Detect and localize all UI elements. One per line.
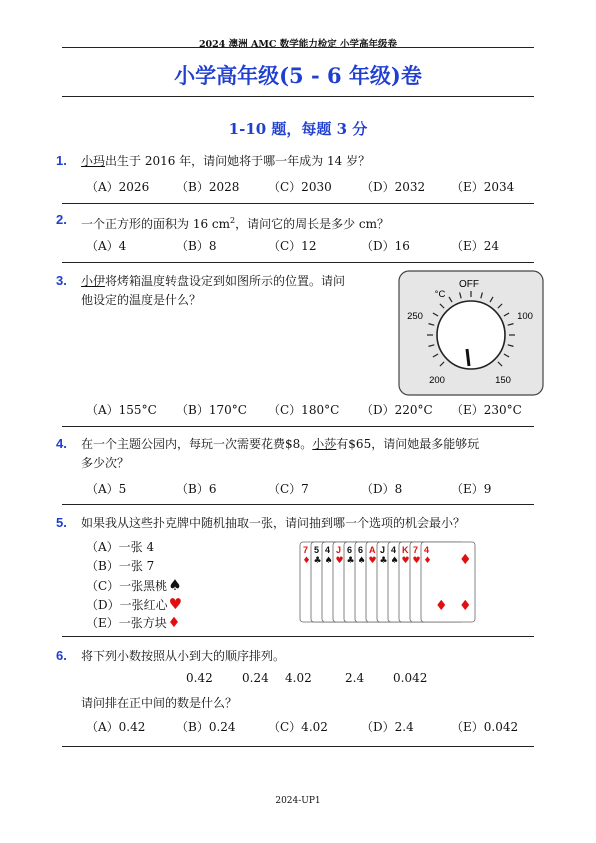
option-a[interactable]: （A）一张 4: [86, 540, 155, 554]
question-text-pre: 在一个主题公园内，每玩一次需要花费$8。: [81, 437, 313, 451]
question-text-post: ，请问它的周长是多少 cm？: [235, 217, 390, 231]
option-e[interactable]: [86, 614, 180, 631]
name-underlined: 小莎: [312, 437, 337, 451]
option-a[interactable]: （A）155°C: [86, 403, 157, 417]
dial-off-label: OFF: [459, 279, 479, 290]
card-suit-icon: ♥: [412, 556, 421, 566]
paper-title: 小学高年级(5 - 6 年级)卷: [174, 63, 422, 88]
card-rank: J: [336, 545, 342, 555]
option-c[interactable]: （C）7: [268, 482, 309, 496]
question-text-rest: 出生于 2016 年，请问她将于哪一年成为 14 岁？: [105, 154, 371, 168]
card-rank: 7: [413, 545, 419, 555]
question-divider: [62, 262, 534, 263]
card-suit-icon: ♣: [313, 556, 322, 566]
question-text: [81, 435, 479, 473]
question-divider: [62, 203, 534, 204]
dial-label-100: 100: [517, 311, 533, 322]
card-suit-icon: ♠: [390, 556, 399, 566]
question-text: 如果我从这些扑克牌中随机抽取一张，请问抽到哪一个选项的机会最小？: [81, 516, 466, 530]
playing-cards-figure: [298, 540, 486, 626]
option-b[interactable]: （B）170°C: [176, 403, 247, 417]
question-number: 2.: [56, 212, 67, 227]
superscript: 2: [230, 216, 236, 225]
option-d[interactable]: （D）2.4: [361, 720, 414, 734]
card-fan: [300, 542, 475, 622]
card-rank: 6: [358, 545, 364, 555]
option-d-label: （D）一张红心: [86, 598, 168, 612]
dial-unit-label: °C: [434, 289, 446, 300]
question-text: 将下列小数按照从小到大的顺序排列。: [81, 649, 286, 663]
option-b[interactable]: （B）6: [176, 482, 217, 496]
card-pip-icon: ♦: [435, 598, 448, 614]
question-divider: [62, 504, 534, 505]
card-rank: 4: [391, 545, 397, 555]
question-number: 3.: [56, 273, 67, 288]
question-number: 4.: [56, 436, 67, 451]
card-suit-icon: ♥: [368, 556, 377, 566]
dial-label-250: 250: [407, 311, 423, 322]
option-e[interactable]: （E）24: [451, 239, 500, 253]
card-suit-icon: ♥: [335, 556, 344, 566]
option-e[interactable]: （E）0.042: [451, 720, 519, 734]
question-text-pre: 一个正方形的面积为 16 cm: [81, 217, 230, 231]
option-b[interactable]: （B）一张 7: [86, 559, 155, 573]
heart-icon: ♥: [168, 595, 183, 613]
card-rank: J: [380, 545, 386, 555]
question-text-rest: 将烤箱温度转盘设定到如图所示的位置。请问: [105, 274, 346, 288]
option-c[interactable]: （C）2030: [268, 180, 332, 194]
decimal-number: 2.4: [345, 671, 365, 685]
card-suit-icon: ♦: [423, 556, 432, 566]
question-text-post: 有$65，请问她最多能够玩: [336, 437, 480, 451]
option-a[interactable]: （A）2026: [86, 180, 150, 194]
name-underlined: 小玛: [81, 154, 106, 168]
option-e[interactable]: （E）230°C: [451, 403, 522, 417]
option-c-label: （C）一张黑桃: [86, 579, 168, 593]
question-text: [81, 152, 370, 171]
question-number: 6.: [56, 648, 67, 663]
question-number: 1.: [56, 153, 67, 168]
question-divider: [62, 636, 534, 637]
option-d[interactable]: （D）8: [361, 482, 403, 496]
question-text: [81, 211, 389, 234]
question-text-line2: 他设定的温度是什么？: [81, 293, 202, 307]
page-footer: 2024-UP1: [275, 796, 321, 806]
card-rank: 4: [424, 545, 430, 555]
header-rule: [62, 47, 534, 48]
option-a[interactable]: （A）4: [86, 239, 127, 253]
question-text-line2: 多少次？: [81, 456, 130, 470]
question-text-line2: 请问排在正中间的数是什么？: [81, 696, 238, 710]
card-front: [421, 542, 475, 622]
card-pip-icon: ♦: [459, 598, 472, 614]
question-number: 5.: [56, 515, 67, 530]
question-divider: [62, 746, 534, 747]
question-divider: [62, 426, 534, 427]
option-e[interactable]: （E）9: [451, 482, 492, 496]
card-rank: 5: [314, 545, 320, 555]
card-pip-icon: ♦: [459, 552, 472, 568]
option-e-label: （E）一张方块: [86, 616, 167, 630]
option-b[interactable]: （B）0.24: [176, 720, 236, 734]
diamond-icon: ♦: [167, 615, 181, 631]
card-rank: A: [369, 545, 376, 555]
section-heading: 1-10 题，每题 3 分: [228, 120, 368, 138]
page-header: 2024 澳洲 AMC 数学能力检定 小学高年级卷: [198, 39, 398, 50]
card-suit-icon: ♣: [379, 556, 388, 566]
card-suit-icon: ♣: [346, 556, 355, 566]
option-e[interactable]: （E）2034: [451, 180, 515, 194]
oven-dial-figure: [398, 270, 544, 396]
option-d[interactable]: （D）16: [361, 239, 410, 253]
decimal-number: 0.24: [242, 671, 269, 685]
title-rule: [62, 96, 534, 97]
option-a[interactable]: （A）0.42: [86, 720, 146, 734]
card-suit-icon: ♥: [401, 556, 410, 566]
card-rank: 7: [303, 545, 309, 555]
spade-icon: ♠: [168, 576, 182, 594]
dial-label-150: 150: [495, 375, 511, 386]
question-text: [81, 272, 345, 310]
name-underlined: 小伊: [81, 274, 106, 288]
option-a[interactable]: （A）5: [86, 482, 127, 496]
option-b[interactable]: （B）2028: [176, 180, 240, 194]
option-c[interactable]: [86, 576, 182, 594]
decimal-number: 4.02: [285, 671, 312, 685]
option-b[interactable]: （B）8: [176, 239, 217, 253]
card-rank: K: [402, 545, 409, 555]
option-c[interactable]: （C）4.02: [268, 720, 328, 734]
option-d[interactable]: （D）220°C: [361, 403, 433, 417]
decimal-number: 0.42: [186, 671, 213, 685]
card-rank: 6: [347, 545, 353, 555]
option-c[interactable]: （C）180°C: [268, 403, 340, 417]
option-c[interactable]: （C）12: [268, 239, 317, 253]
card-rank: 4: [325, 545, 331, 555]
card-suit-icon: ♠: [357, 556, 366, 566]
option-d[interactable]: （D）2032: [361, 180, 426, 194]
dial-pointer: [467, 349, 469, 366]
card-suit-icon: ♦: [302, 556, 311, 566]
dial-label-200: 200: [429, 375, 445, 386]
decimal-number: 0.042: [393, 671, 428, 685]
dial-knob: [437, 301, 505, 369]
card-suit-icon: ♠: [324, 556, 333, 566]
option-d[interactable]: [86, 595, 182, 613]
